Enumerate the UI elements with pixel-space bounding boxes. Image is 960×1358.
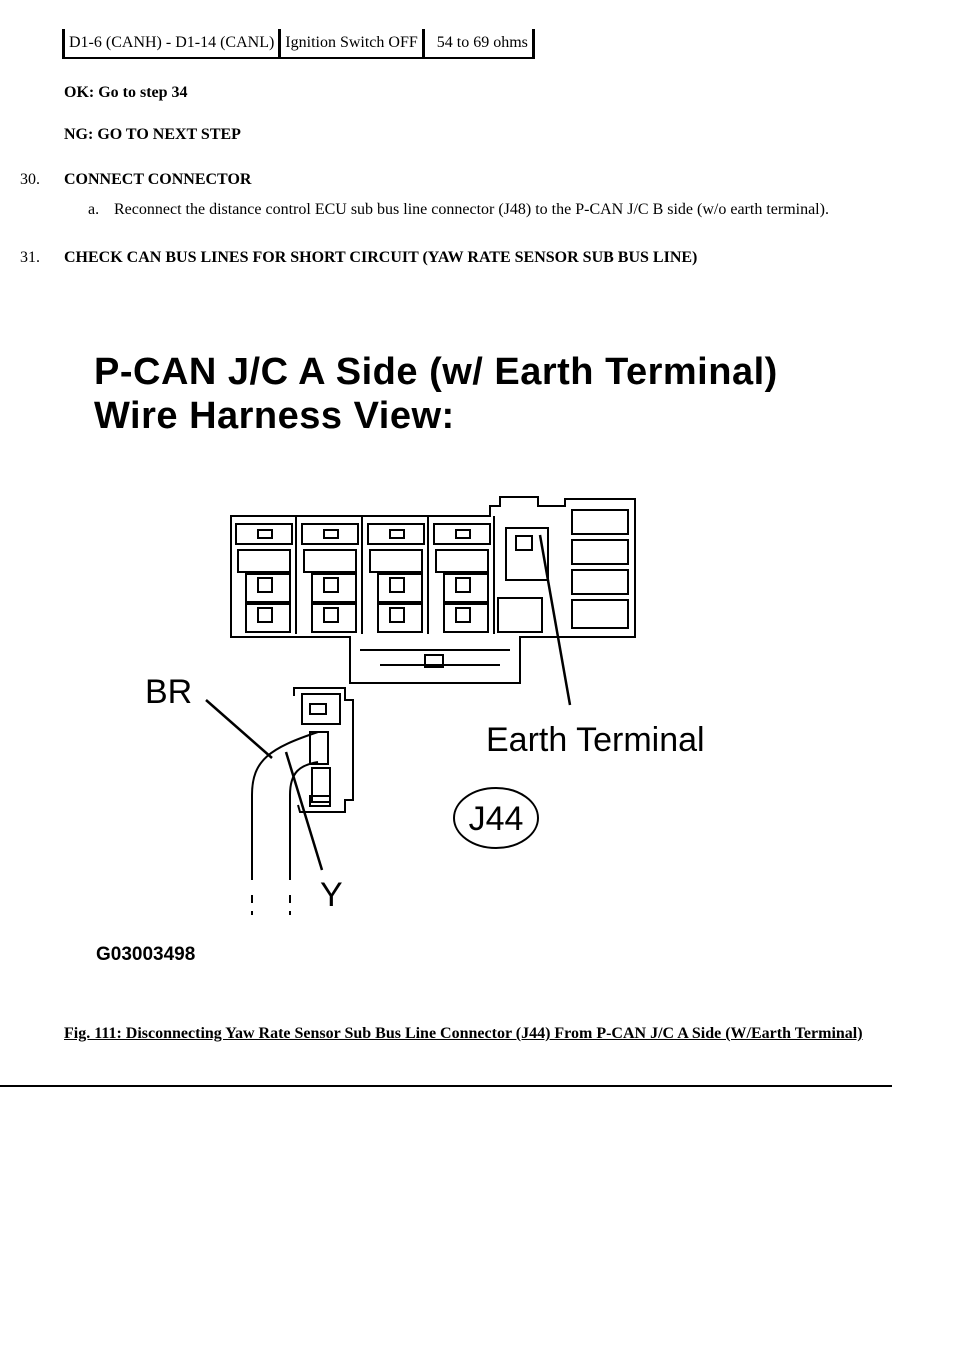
spec-condition: Ignition Switch OFF bbox=[278, 29, 421, 59]
substep-text: Reconnect the distance control ECU sub bus line connector (J48) to the P-CAN J/C B side (w/o earth terminal). bbox=[114, 201, 829, 218]
connector-diagram bbox=[0, 330, 960, 1010]
substep-label: a. bbox=[88, 201, 100, 218]
step-title: CONNECT CONNECTOR bbox=[64, 171, 252, 188]
step-number: 30. bbox=[20, 171, 40, 188]
step-title: CHECK CAN BUS LINES FOR SHORT CIRCUIT (YAW RATE SENSOR SUB BUS LINE) bbox=[64, 249, 698, 266]
label-br: BR bbox=[145, 673, 193, 711]
result-ok: OK: Go to step 34 bbox=[64, 84, 188, 101]
spec-terminals: D1-6 (CANH) - D1-14 (CANL) bbox=[62, 29, 278, 59]
result-ng: NG: GO TO NEXT STEP bbox=[64, 126, 241, 143]
spec-value: 54 to 69 ohms bbox=[422, 29, 535, 59]
step-number: 31. bbox=[20, 249, 40, 266]
junction-connector bbox=[231, 497, 635, 683]
label-earth-terminal: Earth Terminal bbox=[486, 721, 705, 759]
step-31 bbox=[20, 249, 697, 267]
spec-table-row bbox=[62, 30, 535, 58]
substep-a bbox=[88, 200, 868, 220]
label-connector-id: J44 bbox=[468, 800, 524, 838]
figure-code: G03003498 bbox=[96, 944, 196, 965]
step-30 bbox=[20, 171, 251, 189]
figure-title-line1: P-CAN J/C A Side (w/ Earth Terminal) bbox=[94, 351, 778, 393]
figure-title-line2: Wire Harness View: bbox=[94, 395, 455, 437]
figure-caption: Fig. 111: Disconnecting Yaw Rate Sensor Sub Bus Line Connector (J44) From P-CAN J/C A Side (W/Earth Terminal) bbox=[64, 1025, 863, 1042]
sub-bus-plug bbox=[294, 688, 353, 812]
divider bbox=[0, 1085, 892, 1087]
label-y: Y bbox=[320, 876, 343, 914]
